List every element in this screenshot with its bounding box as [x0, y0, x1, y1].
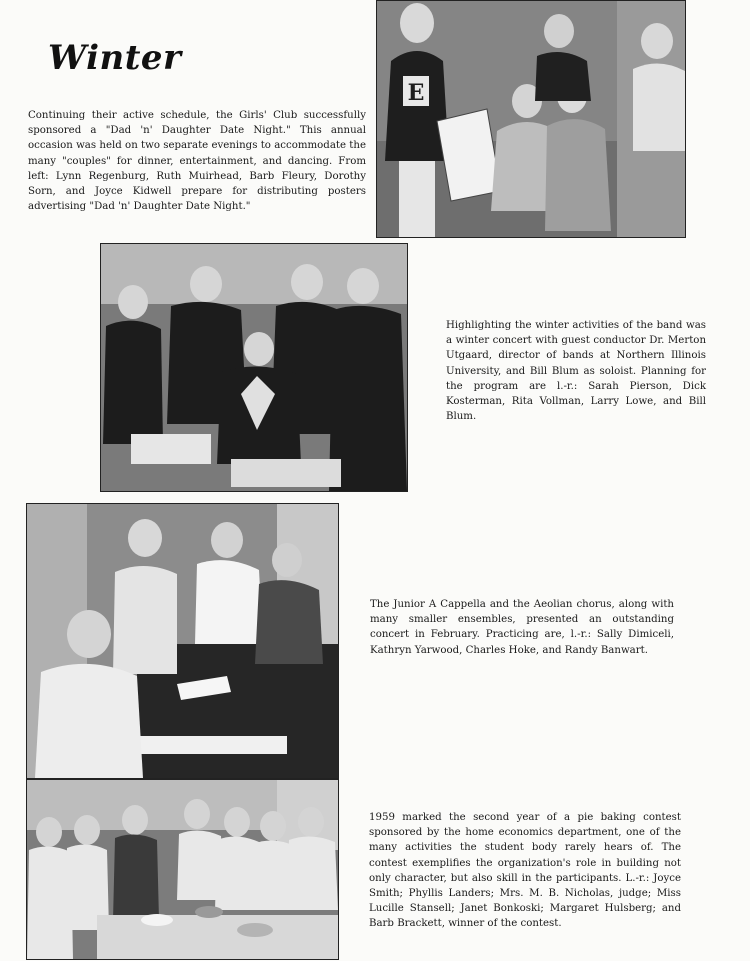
- page-title: Winter: [48, 38, 182, 78]
- pie-contest-caption: 1959 marked the second year of a pie baking contest sponsored by the home economics department, one of the many activities the student body rarely hears of. The contest exemplifies the organization's role in building not only character, but also skill in the participants. L.-r.: Joyce Smith; Phyllis Landers; Mrs. M. B. Nicholas, judge; Miss Lucille Stansell; Janet Bonkoski; Margaret Hulsberg; and Barb Brackett, winner of the contest.: [369, 812, 681, 930]
- band-photo: [100, 243, 408, 492]
- pie-contest-photo: [26, 779, 339, 960]
- girls-club-photo: [376, 0, 686, 238]
- band-caption: Highlighting the winter activities of the band was a winter concert with guest conductor Dr. Merton Utgaard, director of bands at Northern Illinois University, and Bill Blum as soloist. Planning for the program are l.-r.: Sarah Pierson, Dick Kosterman, Rita Vollman, Larry Lowe, and Bill Blum.: [446, 320, 706, 423]
- chorus-caption: The Junior A Cappella and the Aeolian chorus, along with many smaller ensembles, presented an outstanding concert in February. Practicing are, l.-r.: Sally Dimiceli, Kathryn Yarwood, Charles Hoke, and Randy Banwart.: [370, 599, 674, 656]
- girls-club-caption: Continuing their active schedule, the Girls' Club successfully sponsored a "Dad 'n' Daughter Date Night." This annual occasion was held on two separate evenings to accommodate the many "couples" for dinner, entertainment, and dancing. From left: Lynn Regenburg, Ruth Muirhead, Barb Fleury, Dorothy Sorn, and Joyce Kidwell prepare for distributing posters advertising "Dad 'n' Daughter Date Night.": [28, 110, 366, 213]
- chorus-photo: [26, 503, 339, 779]
- sweater-letter: E: [407, 80, 425, 106]
